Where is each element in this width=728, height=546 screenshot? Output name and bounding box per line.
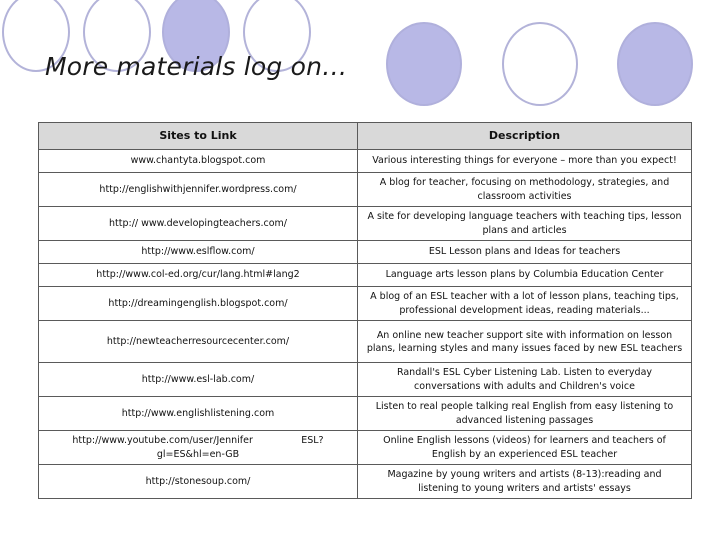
site-description: Various interesting things for everyone – more than you expect! bbox=[358, 150, 692, 173]
decor-circle bbox=[386, 22, 462, 106]
site-link[interactable]: http://newteacherresourcecenter.com/ bbox=[39, 321, 358, 363]
site-link[interactable]: http:// www.developingteachers.com/ bbox=[39, 207, 358, 241]
decor-circle bbox=[617, 22, 693, 106]
site-link[interactable]: www.chantyta.blogspot.com bbox=[39, 150, 358, 173]
decor-circle bbox=[502, 22, 578, 106]
table-row bbox=[39, 150, 692, 173]
site-link[interactable]: http://www.eslflow.com/ bbox=[39, 241, 358, 264]
site-description: Listen to real people talking real English from easy listening to advanced listening passages bbox=[358, 397, 692, 431]
site-description: Online English lessons (videos) for learners and teachers of English by an experienced ESL teacher bbox=[358, 431, 692, 465]
site-description: A blog for teacher, focusing on methodology, strategies, and classroom activities bbox=[358, 173, 692, 207]
site-description: Randall's ESL Cyber Listening Lab. Listen to everyday conversations with adults and Children's voice bbox=[358, 363, 692, 397]
site-description: Language arts lesson plans by Columbia Education Center bbox=[358, 264, 692, 287]
table-row bbox=[39, 287, 692, 321]
table-row bbox=[39, 397, 692, 431]
table-row bbox=[39, 264, 692, 287]
site-description: ESL Lesson plans and Ideas for teachers bbox=[358, 241, 692, 264]
site-link[interactable]: http://dreamingenglish.blogspot.com/ bbox=[39, 287, 358, 321]
site-link[interactable]: http://www.youtube.com/user/Jennifer ESL?gl=ES&hl=en-GB bbox=[39, 431, 358, 465]
site-description: Magazine by young writers and artists (8-13):reading and listening to young writers and artists' essays bbox=[358, 465, 692, 499]
table-row bbox=[39, 321, 692, 363]
table-row bbox=[39, 363, 692, 397]
site-description: An online new teacher support site with information on lesson plans, learning styles and many issues faced by new ESL teachers bbox=[358, 321, 692, 363]
header-sites: Sites to Link bbox=[39, 123, 358, 150]
table-header-row bbox=[39, 123, 692, 150]
sites-table bbox=[38, 122, 692, 499]
table-row bbox=[39, 173, 692, 207]
site-link[interactable]: http://englishwithjennifer.wordpress.com/ bbox=[39, 173, 358, 207]
table-row bbox=[39, 207, 692, 241]
page-title: More materials log on… bbox=[45, 52, 348, 81]
site-description: A blog of an ESL teacher with a lot of lesson plans, teaching tips, professional development ideas, reading materials... bbox=[358, 287, 692, 321]
table-row bbox=[39, 465, 692, 499]
table-row bbox=[39, 241, 692, 264]
site-link[interactable]: http://www.esl-lab.com/ bbox=[39, 363, 358, 397]
site-link[interactable]: http://www.englishlistening.com bbox=[39, 397, 358, 431]
site-link[interactable]: http://www.col-ed.org/cur/lang.html#lang2 bbox=[39, 264, 358, 287]
table-row bbox=[39, 431, 692, 465]
site-link[interactable]: http://stonesoup.com/ bbox=[39, 465, 358, 499]
header-description: Description bbox=[358, 123, 692, 150]
site-description: A site for developing language teachers with teaching tips, lesson plans and articles bbox=[358, 207, 692, 241]
